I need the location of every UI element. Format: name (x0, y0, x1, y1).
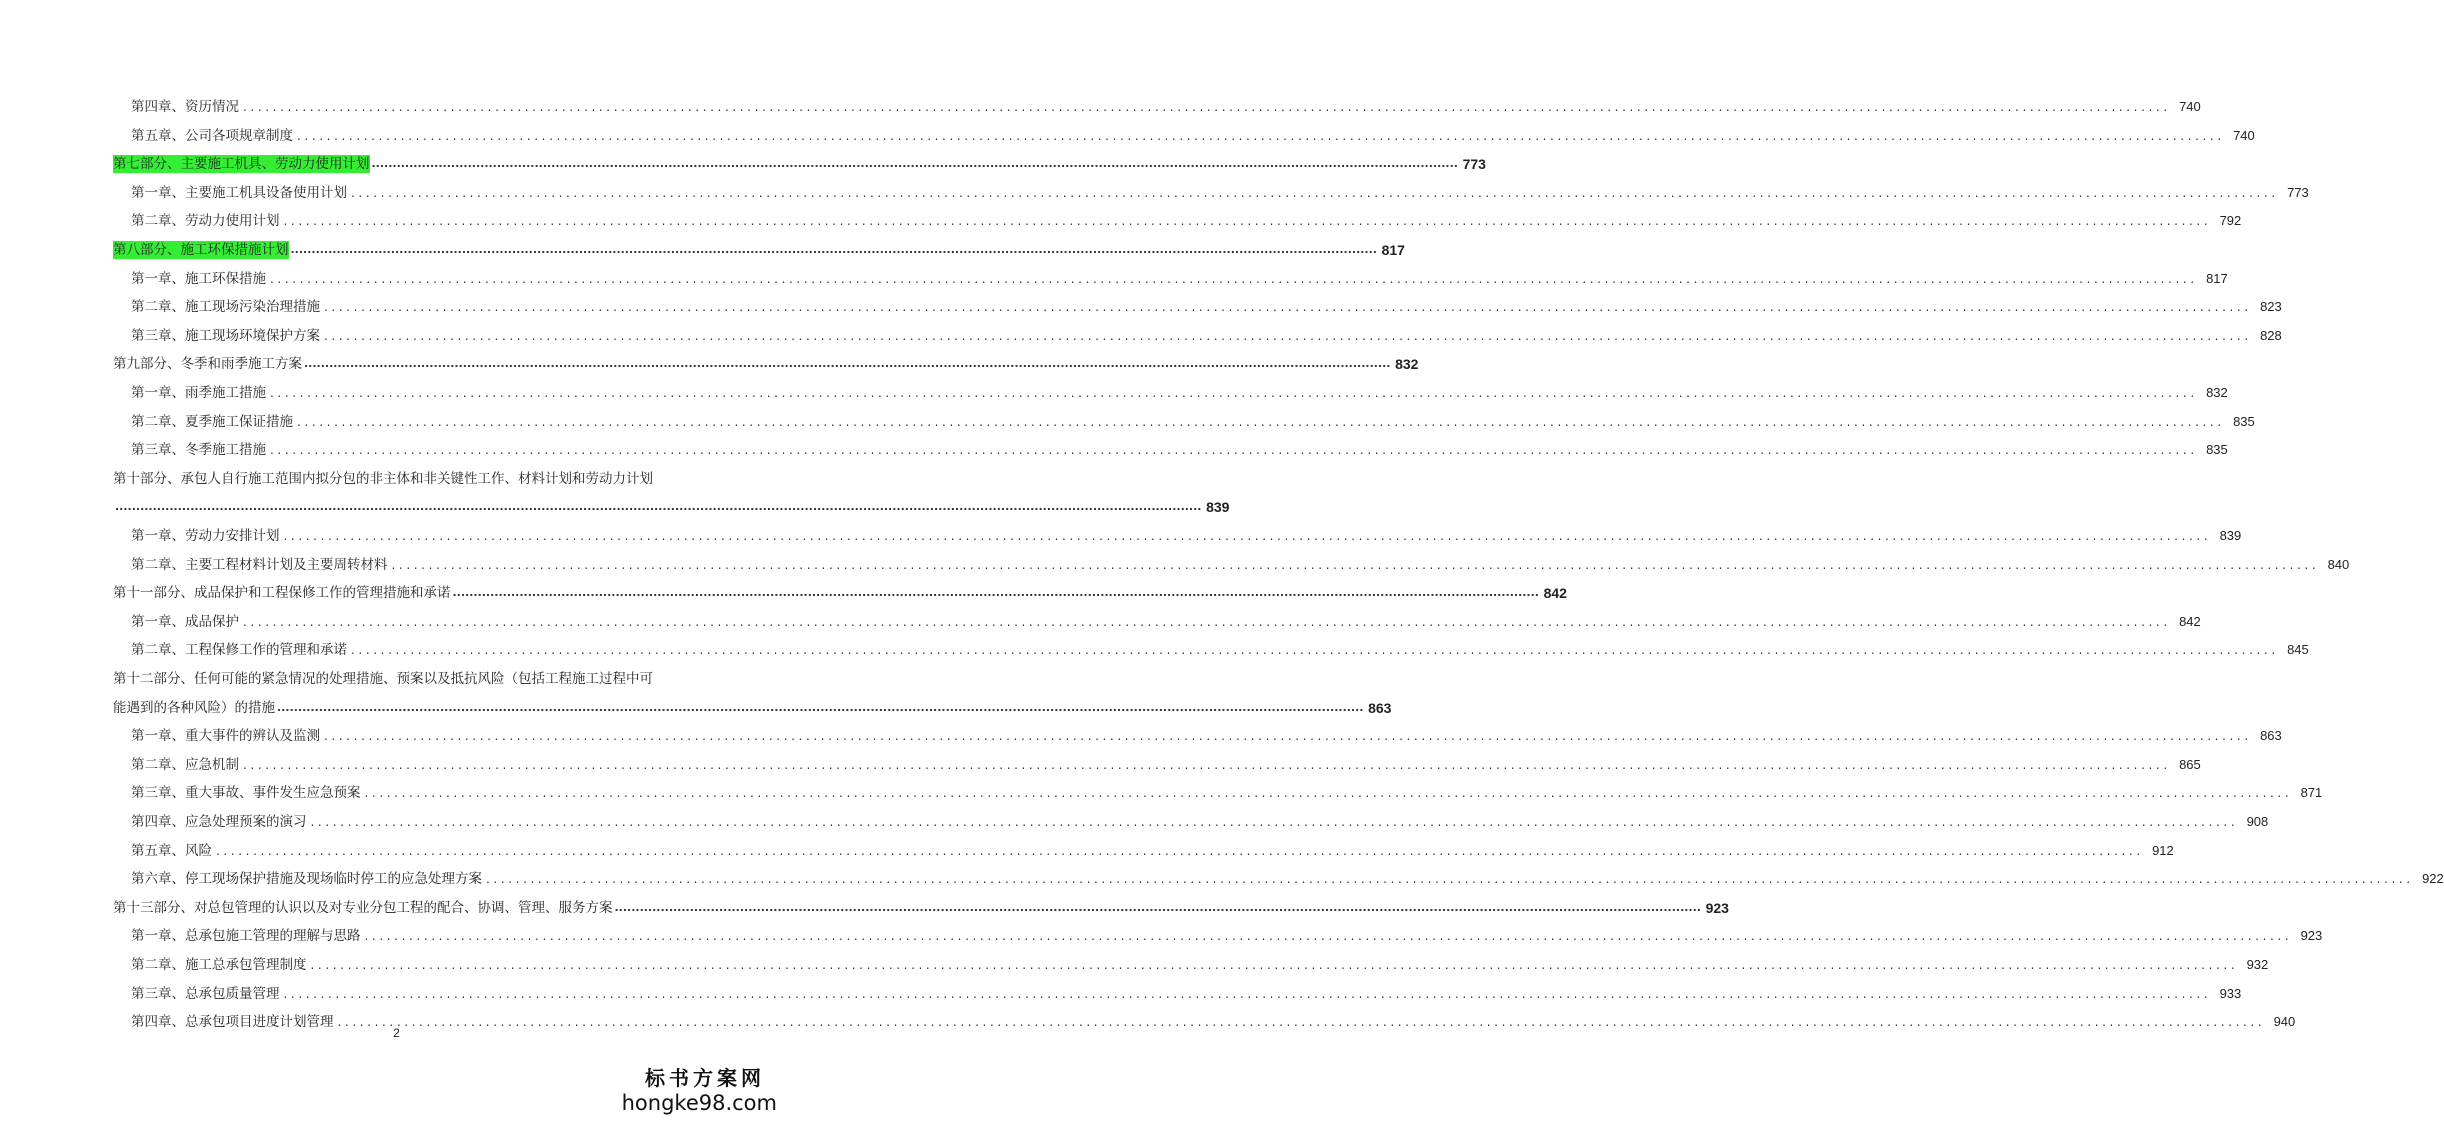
toc-entry-title: 第九部分、冬季和雨季施工方案 (113, 356, 302, 373)
toc-leader-dots: .................................................................................................................................................................................................................................................................... (337, 1015, 2266, 1030)
toc-entry-title: 第三章、总承包质量管理 (131, 985, 280, 1002)
toc-chapter-entry[interactable] (131, 405, 2255, 431)
toc-page-number: 908 (2246, 814, 2269, 829)
toc-chapter-entry[interactable] (131, 319, 2282, 345)
toc-chapter-entry[interactable] (131, 176, 2309, 202)
toc-entry-title: 第二章、工程保修工作的管理和承诺 (131, 642, 347, 659)
toc-page-number: 863 (2260, 728, 2282, 744)
toc-chapter-entry[interactable] (131, 376, 2228, 402)
toc-page-number: 932 (2246, 957, 2269, 972)
toc-leader-dots: .................................................................................................................................................................................................................................................................... (243, 757, 2171, 772)
toc-page-number: 839 (1206, 499, 1230, 516)
toc-entry-title: 第二章、夏季施工保证措施 (131, 413, 293, 430)
toc-page-number: 828 (2260, 327, 2282, 343)
toc-leader-dots: .................................................................................................................................................................................................................................................................... (304, 357, 1391, 371)
toc-page-number: 933 (2219, 985, 2242, 1001)
toc-page-number: 840 (2327, 556, 2350, 572)
toc-chapter-entry[interactable] (131, 862, 2444, 888)
toc-part-entry[interactable] (113, 576, 1567, 602)
toc-entry-title: 第八部分、施工环保措施计划 (113, 242, 289, 258)
toc-chapter-entry[interactable] (131, 633, 2309, 659)
toc-leader-dots: .................................................................................................................................................................................................................................................................... (216, 843, 2144, 858)
toc-leader-dots: .................................................................................................................................................................................................................................................................... (277, 700, 1364, 714)
toc-chapter-entry[interactable] (131, 776, 2323, 802)
page-number: 2 (393, 1026, 400, 1040)
toc-entry-title: 第一章、施工环保措施 (131, 270, 266, 287)
toc-entry-title: 第二章、主要工程材料计划及主要周转材料 (131, 556, 388, 573)
toc-page-number: 871 (2300, 785, 2323, 801)
toc-entry-title: 第三章、重大事故、事件发生应急预案 (131, 785, 361, 802)
toc-leader-dots: .................................................................................................................................................................................................................................................................... (351, 643, 2279, 658)
toc-entry-title: 第十三部分、对总包管理的认识以及对专业分包工程的配合、协调、管理、服务方案 (113, 899, 613, 916)
toc-chapter-entry[interactable] (131, 748, 2201, 774)
toc-entry-title: 第二章、应急机制 (131, 756, 239, 773)
toc-entry-title: 第二章、施工总承包管理制度 (131, 957, 307, 973)
toc-page-number: 823 (2260, 299, 2282, 315)
toc-page-number: 863 (1368, 699, 1392, 716)
toc-entry-title: 第二章、劳动力使用计划 (131, 213, 280, 230)
toc-leader-dots: .................................................................................................................................................................................................................................................................... (283, 986, 2212, 1001)
toc-leader-dots: .................................................................................................................................................................................................................................................................... (452, 586, 1539, 600)
toc-leader-dots: .................................................................................................................................................................................................................................................................... (283, 529, 2212, 543)
toc-leader-dots: .................................................................................................................................................................................................................................................................... (324, 729, 2252, 744)
toc-page-number: 740 (2179, 99, 2201, 114)
toc-entry-title: 第五章、风险 (131, 842, 212, 859)
toc-part-entry[interactable] (113, 462, 699, 488)
toc-leader-dots: .................................................................................................................................................................................................................................................................... (324, 300, 2252, 315)
toc-page-number: 940 (2273, 1014, 2296, 1030)
toc-page-number: 845 (2287, 642, 2309, 658)
toc-page-number: 817 (1381, 242, 1405, 258)
toc-page-number: 835 (2233, 413, 2255, 429)
toc-entry-title: 第十二部分、任何可能的紧急情况的处理措施、预案以及抵抗风险（包括工程施工过程中可 (113, 671, 653, 687)
toc-leader-dots: .................................................................................................................................................................................................................................................................... (364, 786, 2293, 801)
toc-leader-dots: .................................................................................................................................................................................................................................................................... (243, 614, 2171, 629)
toc-leader-dots: .................................................................................................................................................................................................................................................................... (310, 815, 2239, 829)
toc-chapter-entry[interactable] (131, 204, 2242, 230)
toc-chapter-entry[interactable] (131, 290, 2282, 316)
toc-entry-title: 第一章、总承包施工管理的理解与思路 (131, 928, 361, 945)
toc-entry-title: 第七部分、主要施工机具、劳动力使用计划 (113, 156, 370, 173)
toc-chapter-entry[interactable] (131, 519, 2242, 545)
toc-leader-dots: .................................................................................................................................................................................................................................................................... (270, 386, 2198, 400)
toc-entry-title: 第一章、劳动力安排计划 (131, 528, 280, 544)
watermark (622, 1062, 777, 1115)
toc-part-entry[interactable] (113, 490, 1230, 516)
toc-page-number: 912 (2152, 842, 2174, 858)
toc-page-number: 740 (2233, 127, 2255, 143)
toc-leader-dots: .................................................................................................................................................................................................................................................................... (115, 500, 1202, 514)
toc-chapter-entry[interactable] (131, 805, 2269, 831)
toc-chapter-entry[interactable] (131, 919, 2323, 945)
toc-entry-title: 第十部分、承包人自行施工范围内拟分包的非主体和非关键性工作、材料计划和劳动力计划 (113, 470, 653, 487)
toc-page-number: 835 (2206, 442, 2228, 458)
toc-part-entry[interactable] (113, 147, 1486, 173)
toc-chapter-entry[interactable] (131, 433, 2228, 459)
toc-entry-title: 第一章、主要施工机具设备使用计划 (131, 184, 347, 201)
toc-entry-title: 第一章、雨季施工措施 (131, 385, 266, 401)
toc-part-entry[interactable] (113, 691, 1392, 717)
toc-chapter-entry[interactable] (131, 948, 2269, 974)
toc-entry-title: 第四章、应急处理预案的演习 (131, 814, 307, 830)
toc-chapter-entry[interactable] (131, 719, 2282, 745)
toc-leader-dots: .................................................................................................................................................................................................................................................................... (270, 271, 2198, 286)
toc-chapter-entry[interactable] (131, 977, 2242, 1003)
toc-part-entry[interactable] (113, 233, 1405, 259)
watermark-name: 标书方案网 (645, 1066, 765, 1090)
toc-entry-title: 能遇到的各种风险）的措施 (113, 699, 275, 716)
toc-leader-dots: .................................................................................................................................................................................................................................................................... (486, 872, 2414, 887)
toc-page-number: 773 (1462, 156, 1486, 173)
toc-part-entry[interactable] (113, 347, 1419, 373)
toc-page-number: 842 (2179, 613, 2201, 629)
toc-page-number: 865 (2179, 756, 2201, 772)
toc-leader-dots: .................................................................................................................................................................................................................................................................... (310, 958, 2239, 972)
toc-chapter-entry[interactable] (131, 834, 2174, 860)
watermark-url: hongke98.com (621, 1091, 777, 1115)
toc-leader-dots: .................................................................................................................................................................................................................................................................... (270, 443, 2198, 458)
toc-leader-dots: .................................................................................................................................................................................................................................................................... (297, 414, 2225, 429)
toc-leader-dots: .................................................................................................................................................................................................................................................................... (283, 214, 2212, 229)
toc-leader-dots: .................................................................................................................................................................................................................................................................... (391, 557, 2320, 572)
toc-page-number: 832 (2206, 385, 2228, 400)
toc-entry-title: 第五章、公司各项规章制度 (131, 127, 293, 144)
toc-part-entry[interactable] (113, 891, 1729, 917)
toc-chapter-entry[interactable] (131, 262, 2228, 288)
toc-page-number: 773 (2287, 184, 2309, 200)
toc-page-number: 923 (2300, 928, 2323, 944)
toc-entry-title: 第四章、总承包项目进度计划管理 (131, 1014, 334, 1031)
toc-entry-title: 第三章、施工现场环境保护方案 (131, 327, 320, 344)
toc-page-number: 832 (1395, 356, 1419, 373)
toc-part-entry[interactable] (113, 662, 699, 688)
toc-leader-dots: .................................................................................................................................................................................................................................................................... (290, 243, 1377, 256)
toc-page-number: 792 (2219, 213, 2242, 229)
toc-entry-title: 第三章、冬季施工措施 (131, 442, 266, 459)
toc-chapter-entry[interactable] (131, 119, 2255, 145)
toc-leader-dots: .................................................................................................................................................................................................................................................................... (351, 185, 2279, 200)
toc-leader-dots: .................................................................................................................................................................................................................................................................... (243, 100, 2171, 114)
toc-chapter-entry[interactable] (131, 605, 2201, 631)
toc-page-number: 923 (1705, 899, 1729, 916)
toc-leader-dots: .................................................................................................................................................................................................................................................................... (364, 929, 2293, 944)
toc-page-number: 922 (2422, 871, 2444, 887)
toc-entry-title: 第六章、停工现场保护措施及现场临时停工的应急处理方案 (131, 871, 482, 888)
toc-leader-dots: .................................................................................................................................................................................................................................................................... (614, 900, 1701, 914)
toc-leader-dots: .................................................................................................................................................................................................................................................................... (324, 328, 2252, 343)
toc-entry-title: 第一章、成品保护 (131, 613, 239, 630)
toc-chapter-entry[interactable] (131, 90, 2201, 116)
toc-entry-title: 第十一部分、成品保护和工程保修工作的管理措施和承诺 (113, 585, 451, 602)
toc-entry-title: 第一章、重大事件的辨认及监测 (131, 728, 320, 745)
toc-page-number: 842 (1543, 585, 1567, 602)
toc-leader-dots: .................................................................................................................................................................................................................................................................... (297, 128, 2225, 143)
toc-entry-title: 第二章、施工现场污染治理措施 (131, 299, 320, 316)
toc-leader-dots: .................................................................................................................................................................................................................................................................... (371, 157, 1458, 171)
toc-page-number: 817 (2206, 270, 2228, 286)
toc-entry-title: 第四章、资历情况 (131, 99, 239, 115)
toc-chapter-entry[interactable] (131, 548, 2350, 574)
toc-page-number: 839 (2219, 528, 2242, 543)
